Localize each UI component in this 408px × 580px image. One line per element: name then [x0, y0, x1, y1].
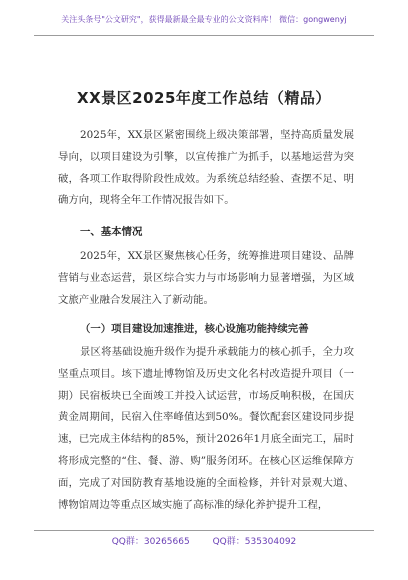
document-title: XX景区2025年度工作总结（精品）	[77, 89, 331, 107]
header-banner: 关注头条号"公文研究"，获得最新最全最专业的公文资料库！ 微信：gongwenyj	[61, 15, 347, 24]
intro-paragraph: 2025年，XX景区紧密围绕上级决策部署，坚持高质量发展导向，以项目建设为引擎，以宣传推广为抓手，以基地运营为突破，各项工作取得阶段性成效。为系统总结经验、查摆不足、明确方向，现将全年工作情况报告如下。	[58, 129, 354, 207]
section-one-paragraph: 2025年，XX景区聚焦核心任务，统筹推进项目建设、品牌营销与业态运营，景区综合实力与市场影响力显著增强，为区域文旅产业融合发展注入了新动能。	[58, 250, 354, 306]
footer-qq-group-two: QQ群：535304092	[212, 537, 297, 547]
footer-contacts	[0, 536, 408, 548]
header-divider	[34, 35, 374, 36]
footer-qq-group-one: QQ群：30265665	[111, 537, 190, 547]
footer-divider	[34, 530, 374, 531]
subsection-heading-project-construction: （一）项目建设加速推进，核心设施功能持续完善	[80, 323, 309, 335]
subsection-one-paragraph: 景区将基础设施升级作为提升承载能力的核心抓手，全力攻坚重点项目。垓下遗址博物馆及历史文化名村改造提升项目（一期）民宿板块已全面竣工并投入试运营，市场反响积极，在国庆黄金周期间，民宿入住率峰值达到50%。餐饮配套区建设同步提速，已完成主体结构的85%，预计2026年1月底全面完工，届时将形成完整的“住、餐、游、购”服务闭环。在核心区运维保障方面，完成了对国防教育基地设施的全面检修，并针对景观大道、博物馆周边等重点区域实施了高标准的绿化养护提升工程，	[58, 346, 354, 511]
section-heading-basic-situation: 一、基本情况	[80, 226, 143, 238]
